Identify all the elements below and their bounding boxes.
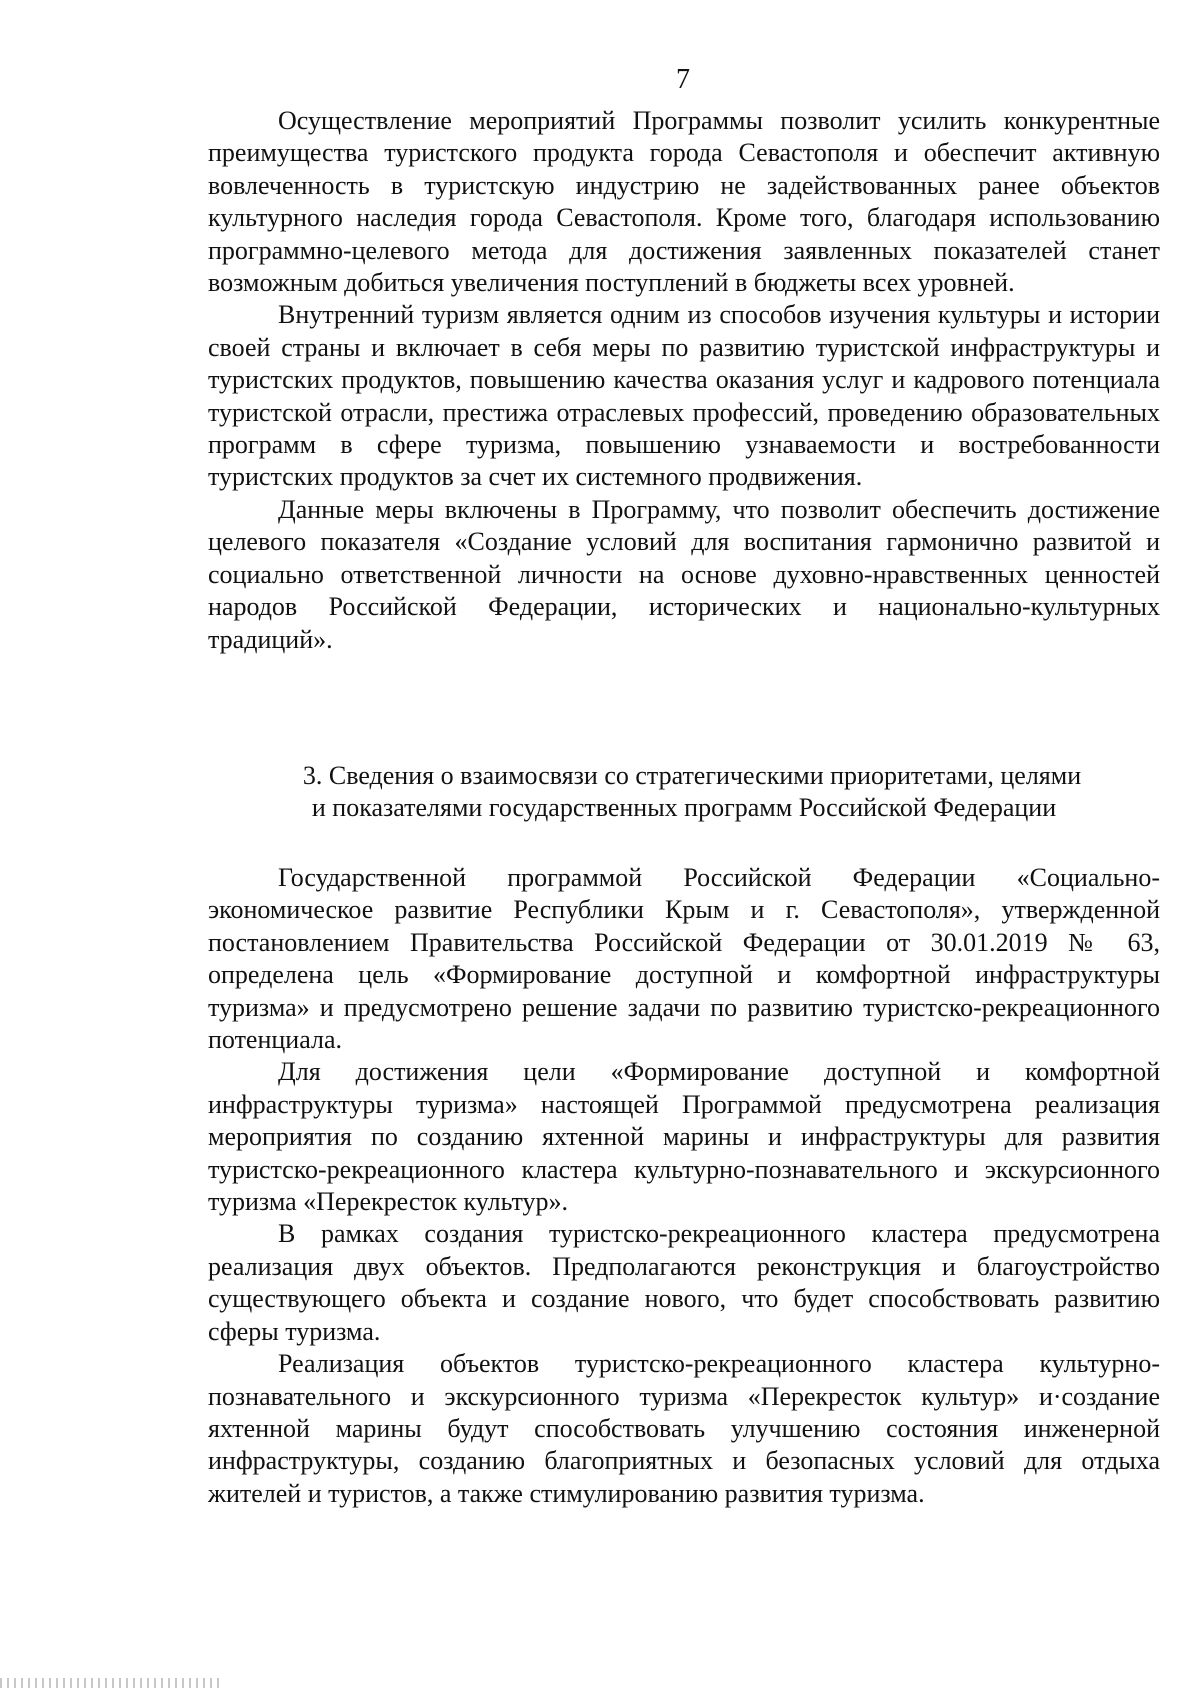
paragraph: Реализация объектов туристско-рекреационного кластера культурно-познавательного и экскурсионного туризма «Перекресток культур» и·создание яхтенной марины будут способствовать улучшению состояния инженерной инфраструктуры, созданию благоприятных и безопасных условий для отдыха жителей и туристов, а также стимулированию развития туризма. xyxy=(208,1349,1160,1508)
paragraph: В рамках создания туристско-рекреационного кластера предусмотрена реализация двух объектов. Предполагаются реконструкция и благоустройство существующего объекта и создание нового, что будет способствовать развитию сферы туризма. xyxy=(208,1219,1160,1346)
paragraph: Данные меры включены в Программу, что позволит обеспечить достижение целевого показателя «Создание условий для воспитания гармонично развитой и социально ответственной личности на основе духовно-нравственных ценностей народов Российской Федерации, исторических и национально-культурных традиций». xyxy=(208,494,1160,654)
page-number: 7 xyxy=(676,64,690,95)
heading-line: 3. Сведения о взаимосвязи со стратегическими приоритетами, целями xyxy=(302,761,1082,790)
section-3-body xyxy=(208,862,1160,1510)
heading-line: и показателями государственных программ Российской Федерации xyxy=(311,793,1057,823)
section-1-body xyxy=(208,105,1160,656)
section-3-heading xyxy=(208,760,1160,825)
scan-edge-mark xyxy=(0,1678,220,1688)
paragraph: Внутренний туризм является одним из способов изучения культуры и истории своей страны и включает в себя меры по развитию туристской инфраструктуры и туристских продуктов, повышению качества оказания услуг и кадрового потенциала туристской отрасли, престижа отраслевых профессий, проведению образовательных программ в сфере туризма, повышению узнаваемости и востребованности туристских продуктов за счет их системного продвижения. xyxy=(208,300,1160,492)
paragraph: Осуществление мероприятий Программы позволит усилить конкурентные преимущества туристского продукта города Севастополя и обеспечит активную вовлеченность в туристскую индустрию не задействованных ранее объектов культурного наследия города Севастополя. Кроме того, благодаря использованию программно-целевого метода для достижения заявленных показателей станет возможным добиться увеличения поступлений в бюджеты всех уровней. xyxy=(208,106,1160,298)
paragraph: Государственной программой Российской Федерации «Социально-экономическое развитие Республики Крым и г. Севастополя», утвержденной постановлением Правительства Российской Федерации от 30.01.2019 № 63, определена цель «Формирование доступной и комфортной инфраструктуры туризма» и предусмотрено решение задачи по развитию туристско-рекреационного потенциала. xyxy=(208,863,1160,1055)
paragraph: Для достижения цели «Формирование доступной и комфортной инфраструктуры туризма» настоящей Программой предусмотрена реализация мероприятия по созданию яхтенной марины и инфраструктуры для развития туристско-рекреационного кластера культурно-познавательного и экскурсионного туризма «Перекресток культур». xyxy=(208,1057,1160,1217)
